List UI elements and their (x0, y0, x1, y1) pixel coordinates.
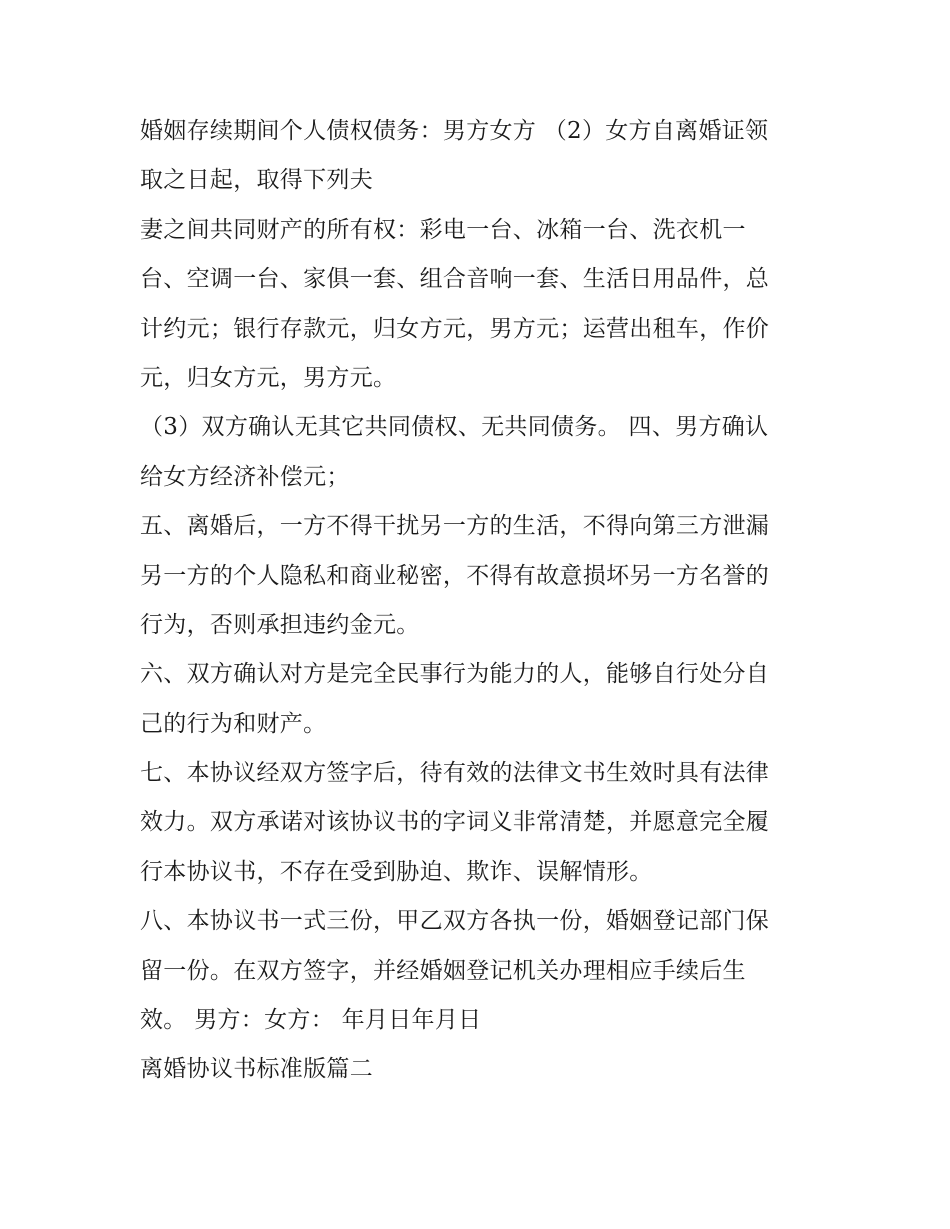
text-line: （3）双方确认无其它共同债权、无共同债务。 四、男方确认 (140, 414, 769, 441)
text-line: 行本协议书，不存在受到胁迫、欺诈、误解情形。 (140, 858, 653, 885)
text-line: 给女方经济补偿元； (140, 463, 350, 490)
text-line: 己的行为和财产。 (140, 710, 327, 737)
text-line: 取之日起，取得下列夫 (140, 167, 373, 194)
document-body (140, 107, 820, 1095)
text-line: 六、双方确认对方是完全民事行为能力的人，能够自行处分自 (140, 661, 770, 688)
section-heading: 离婚协议书标准版篇二 (140, 1056, 373, 1083)
text-line: 元，归女方元，男方元。 (140, 364, 397, 391)
text-line: 计约元；银行存款元，归女方元，男方元；运营出租车，作价 (140, 315, 770, 342)
text-line: 婚姻存续期间个人债权债务：男方女方 （2）女方自离婚证领 (140, 118, 769, 144)
text-line: 留一份。在双方签字，并经婚姻登记机关办理相应手续后生 (140, 957, 746, 984)
text-line: 效。 男方：女方： 年月日年月日 (140, 1007, 482, 1034)
text-line: 五、离婚后，一方不得干扰另一方的生活，不得向第三方泄漏 (140, 513, 770, 540)
text-line: 七、本协议经双方签字后，待有效的法律文书生效时具有法律 (140, 760, 770, 787)
text-line: 效力。双方承诺对该协议书的字词义非常清楚，并愿意完全履 (140, 809, 770, 836)
text-line: 行为，否则承担违约金元。 (140, 611, 420, 638)
text-line: 另一方的个人隐私和商业秘密，不得有故意损坏另一方名誉的 (140, 562, 770, 589)
text-line: 台、空调一台、家俱一套、组合音响一套、生活日用品件，总 (140, 266, 770, 293)
text-line: 八、本协议书一式三份，甲乙双方各执一份，婚姻登记部门保 (140, 908, 770, 935)
text-line: 妻之间共同财产的所有权：彩电一台、冰箱一台、洗衣机一 (140, 216, 746, 243)
